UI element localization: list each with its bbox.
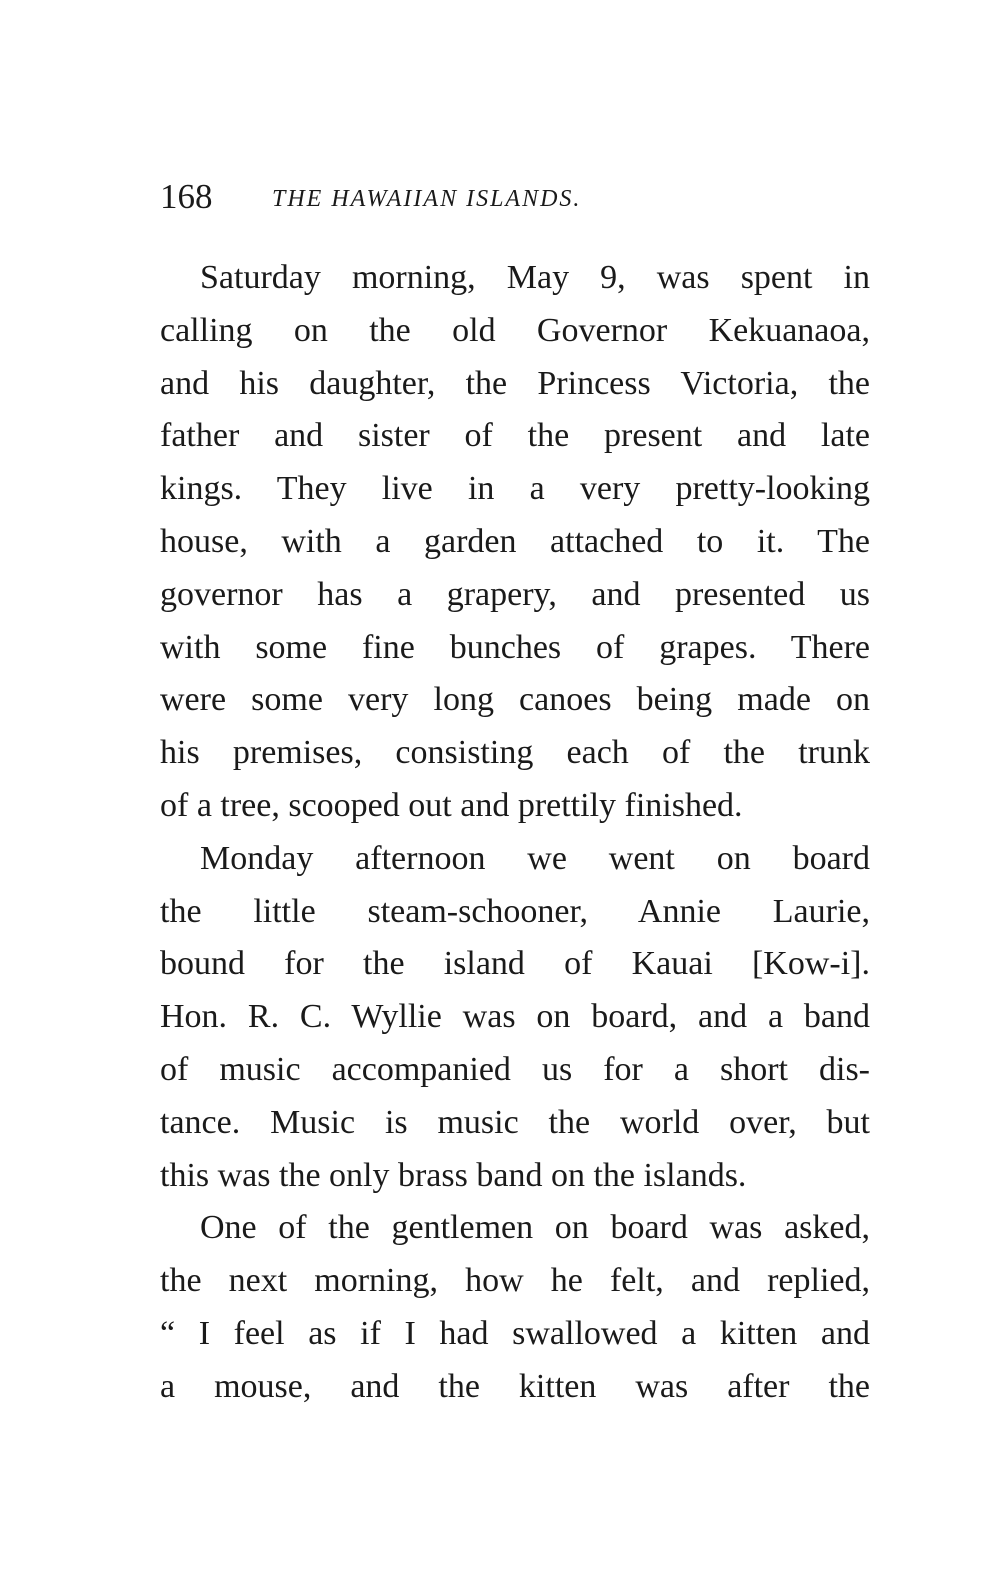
text-line: were some very long canoes being made on — [160, 681, 870, 719]
text-line: of a tree, scooped out and prettily finished. — [160, 786, 743, 824]
page-number: 168 — [160, 177, 213, 216]
text-line: house, with a garden attached to it. The — [160, 522, 870, 560]
text-line: One of the gentlemen on board was asked, — [200, 1209, 870, 1247]
running-head — [160, 172, 880, 222]
text-line: of music accompanied us for a short dis- — [160, 1050, 870, 1088]
text-line: and his daughter, the Princess Victoria, the — [160, 364, 870, 402]
text-line: kings. They live in a very pretty-looking — [160, 470, 870, 508]
text-line: with some fine bunches of grapes. There — [160, 628, 870, 666]
text-line: “ I feel as if I had swallowed a kitten and — [160, 1314, 870, 1352]
text-line: Hon. R. C. Wyllie was on board, and a band — [160, 998, 870, 1036]
text-line: calling on the old Governor Kekuanaoa, — [160, 311, 870, 349]
text-line: Saturday morning, May 9, was spent in — [200, 259, 870, 296]
text-line: the next morning, how he felt, and replied, — [160, 1262, 870, 1300]
body-text — [160, 252, 870, 1414]
text-line: the little steam-schooner, Annie Laurie, — [160, 892, 870, 930]
text-line: Monday afternoon we went on board — [200, 839, 870, 877]
text-line: this was the only brass band on the islands. — [160, 1156, 747, 1194]
text-line: bound for the island of Kauai [Kow-i]. — [160, 945, 870, 983]
text-line: tance. Music is music the world over, but — [160, 1103, 870, 1141]
text-line: a mouse, and the kitten was after the — [160, 1367, 870, 1405]
text-line: his premises, consisting each of the trunk — [160, 734, 870, 772]
running-head-title: THE HAWAIIAN ISLANDS. — [272, 186, 582, 212]
text-line: governor has a grapery, and presented us — [160, 575, 870, 613]
text-line: father and sister of the present and late — [160, 417, 870, 455]
